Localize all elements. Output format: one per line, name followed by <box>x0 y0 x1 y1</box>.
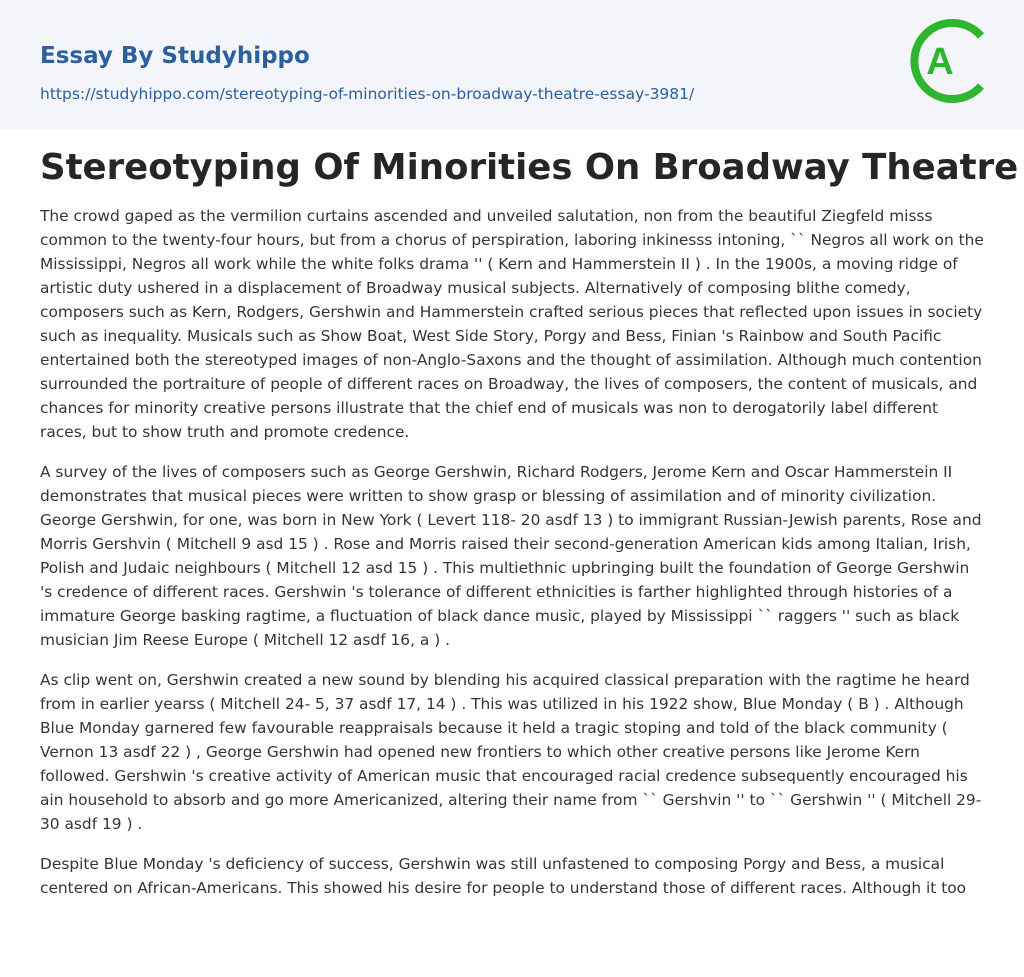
paragraph-2: A survey of the lives of composers such as George Gershwin, Richard Rodgers, Jerome Kern and Oscar Hammerstein II demonstrates that musical pieces were written to show grasp or blessing of assimilation and of minority civilization. George Gershwin, for one, was born in New York ( Levert 118- 20 asdf 13 ) to immigrant Russian-Jewish parents, Rose and Morris Gershvin ( Mitchell 9 asd 15 ) . Rose and Morris raised their second-generation American kids among Italian, Irish, Polish and Judaic neighbours ( Mitchell 12 asd 15 ) . This multiethnic upbringing built the foundation of George Gershwin 's credence of different races. Gershwin 's tolerance of different ethnicities is farther highlighted through histories of a immature George basking ragtime, a fluctuation of black dance music, played by Mississippi `` raggers '' such as black musician Jim Reese Europe ( Mitchell 12 asdf 16, a ) . <box>40 463 982 649</box>
logo-letter: A <box>926 41 954 83</box>
article <box>40 146 1019 916</box>
essay-url-link[interactable]: https://studyhippo.com/stereotyping-of-minorities-on-broadway-theatre-essay-3981/ <box>40 85 695 103</box>
site-header <box>0 0 1024 129</box>
paragraph-1: The crowd gaped as the vermilion curtains ascended and unveiled salutation, non from the beautiful Ziegfeld misss common to the twenty-four hours, but from a chorus of perspiration, laboring inkinesss intoning, `` Negros all work on the Mississippi, Negros all work while the white folks drama '' ( Kern and Hammerstein II ) . In the 1900s, a moving ridge of artistic duty ushered in a displacement of Broadway musical subjects. Alternatively of composing blithe comedy, composers such as Kern, Rodgers, Gershwin and Hammerstein crafted serious pieces that reflected upon issues in society such as inequality. Musicals such as Show Boat, West Side Story, Porgy and Bess, Finian 's Rainbow and South Pacific entertained both the stereotyped images of non-Anglo-Saxons and the thought of assimilation. Although much contention surrounded the portraiture of people of different races on Broadway, the lives of composers, the content of musicals, and chances for minority creative persons illustrate that the chief end of musicals was non to derogatorily label different races, but to show truth and promote credence. <box>40 207 984 441</box>
page-title: Stereotyping Of Minorities On Broadway Theatre <box>40 147 1019 188</box>
paragraph-4: Despite Blue Monday 's deficiency of success, Gershwin was still unfastened to composing Porgy and Bess, a musical centered on African-Americans. This showed his desire for people to understand those of different races. Although it too <box>40 855 967 897</box>
site-title[interactable]: Essay By Studyhippo <box>40 43 310 69</box>
paragraph-3: As clip went on, Gershwin created a new sound by blending his acquired classical preparation with the ragtime he heard from in earlier yearss ( Mitchell 24- 5, 37 asdf 17, 14 ) . This was utilized in his 1922 show, Blue Monday ( B ) . Although Blue Monday garnered few favourable reappraisals because it held a tragic stoping and told of the black community ( Vernon 13 asdf 22 ) , George Gershwin had opened new frontiers to which other creative persons like Jerome Kern followed. Gershwin 's creative activity of American music that encouraged racial credence subsequently encouraged his ain household to absorb and go more Americanized, altering their name from `` Gershvin '' to `` Gershwin '' ( Mitchell 29- 30 asdf 19 ) . <box>40 671 982 833</box>
studyhippo-logo-icon[interactable] <box>903 16 993 106</box>
